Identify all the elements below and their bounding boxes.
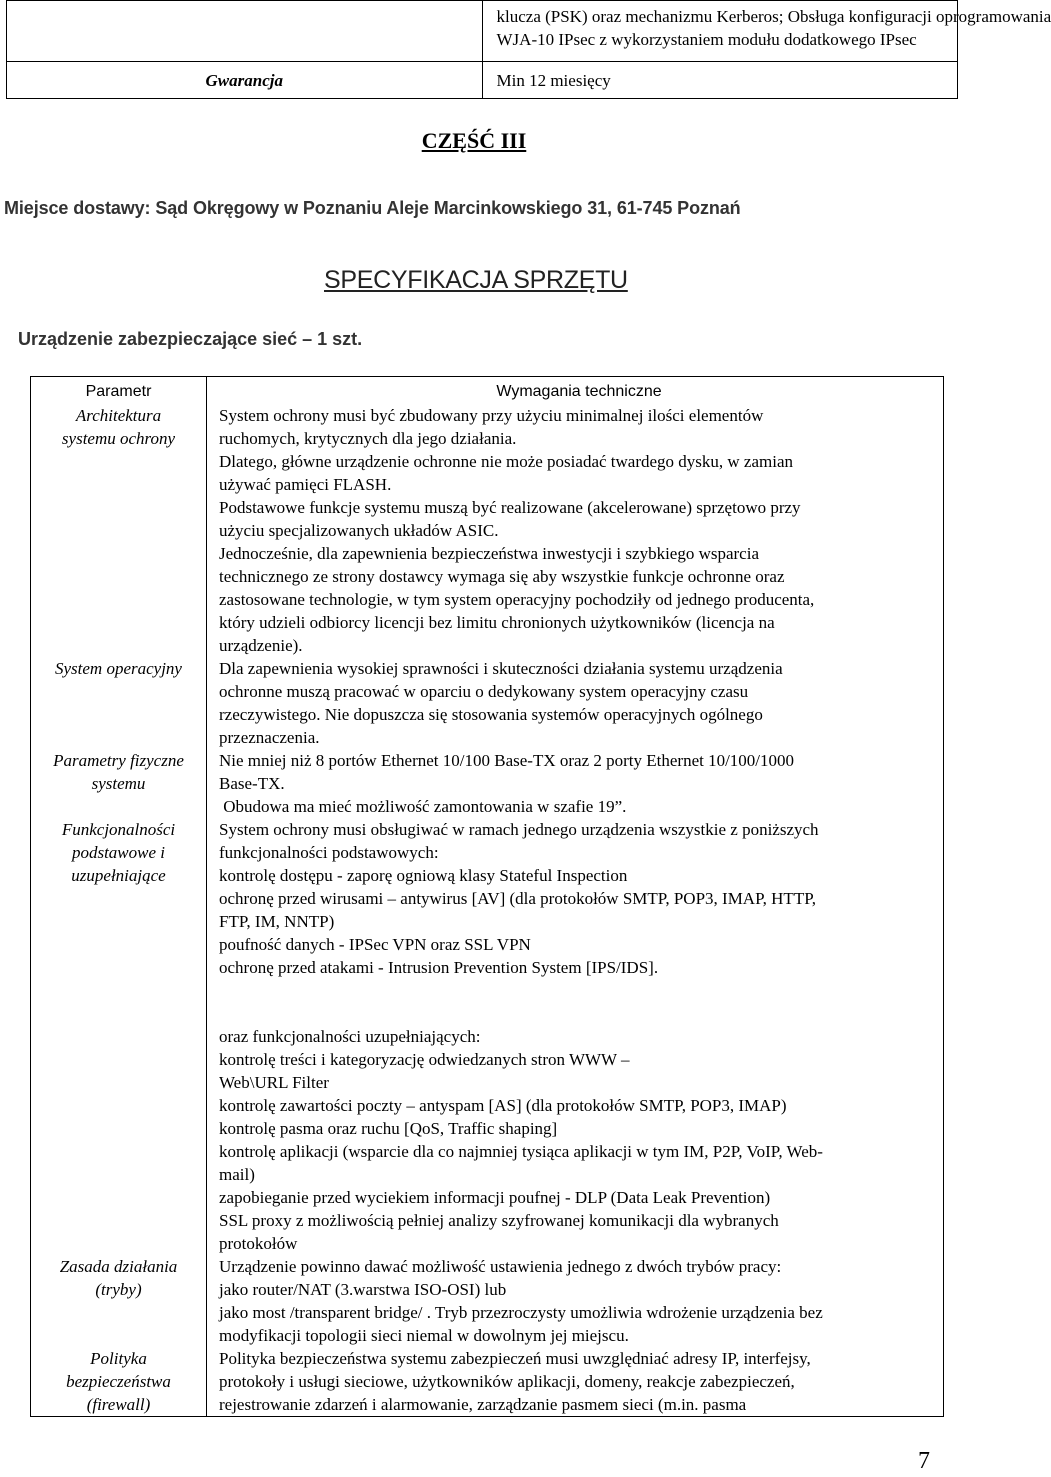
param-label: uzupełniające [71, 866, 166, 885]
text-line: kontrolę pasma oraz ruchu [QoS, Traffic shaping] [219, 1119, 558, 1138]
param-label: bezpieczeństwa [66, 1372, 171, 1391]
top-table-row1-text [482, 1, 1051, 62]
text-line: Polityka bezpieczeństwa systemu zabezpieczeń musi uwzględniać adresy IP, interfejsy, [219, 1349, 811, 1368]
text-line: kontrolę treści i kategoryzację odwiedzanych stron WWW – [219, 1050, 630, 1069]
text-line: użyciu specjalizowanych układów ASIC. [219, 521, 499, 540]
section-title: CZĘŚĆ III [421, 128, 527, 153]
text-line: FTP, IM, NNTP) [219, 912, 335, 931]
warranty-value: Min 12 miesięcy [482, 62, 958, 99]
text-line: zastosowane technologie, w tym system operacyjny pochodziły od jednego producenta, [219, 590, 815, 609]
text-line: Dla zapewnienia wysokiej sprawności i skuteczności działania systemu urządzenia [219, 659, 783, 678]
table-row [31, 1255, 944, 1347]
text-line: Podstawowe funkcje systemu muszą być realizowane (akcelerowane) sprzętowo przy [219, 498, 801, 517]
blank-line [219, 1002, 939, 1025]
text-line: WJA-10 IPsec z wykorzystaniem modułu dodatkowego IPsec [496, 30, 917, 49]
text-line: przeznaczenia. [219, 728, 320, 747]
param-cell [31, 749, 207, 818]
param-label: Funkcjonalności [61, 820, 176, 839]
requirement-cell [207, 749, 944, 818]
param-label: (firewall) [86, 1395, 151, 1414]
spec-table [30, 376, 944, 1417]
text-line: klucza (PSK) oraz mechanizmu Kerberos; Obsługa konfiguracji oprogramowania [496, 7, 1051, 26]
text-line: technicznego ze strony dostawcy wymaga się aby wszystkie funkcje ochronne oraz [219, 567, 785, 586]
table-row [31, 1347, 944, 1417]
text-line: mail) [219, 1165, 255, 1184]
requirement-cell [207, 404, 944, 657]
top-table-empty-cell [7, 1, 483, 62]
text-line: SSL proxy z możliwością pełniej analizy szyfrowanej komunikacji dla wybranych [219, 1211, 779, 1230]
param-label: podstawowe i [71, 843, 166, 862]
table-row [31, 749, 944, 818]
text-line: zapobieganie przed wyciekiem informacji poufnej - DLP (Data Leak Prevention) [219, 1188, 771, 1207]
device-line: Urządzenie zabezpieczające sieć – 1 szt. [18, 329, 363, 349]
text-line: ochronę przed atakami - Intrusion Prevention System [IPS/IDS]. [219, 958, 659, 977]
param-label: systemu ochrony [61, 429, 176, 448]
text-line: Dlatego, główne urządzenie ochronne nie może posiadać twardego dysku, w zamian [219, 452, 794, 471]
spec-table-header [31, 377, 944, 405]
top-table [6, 0, 1051, 99]
param-cell [31, 1347, 207, 1417]
requirement-cell [207, 657, 944, 749]
text-line: ochronę przed wirusami – antywirus [AV] (dla protokołów SMTP, POP3, IMAP, HTTP, [219, 889, 817, 908]
param-cell [31, 404, 207, 657]
text-line: ruchomych, krytycznych dla jego działania. [219, 429, 517, 448]
text-line: Base-TX. [219, 774, 285, 793]
param-cell [31, 657, 207, 749]
text-line: kontrolę aplikacji (wsparcie dla co najmniej tysiąca aplikacji w tym IM, P2P, VoIP, Web- [219, 1142, 823, 1161]
param-label: Parametry fizyczne [53, 751, 184, 770]
text-line: kontrolę dostępu - zaporę ogniową klasy Stateful Inspection [219, 866, 628, 885]
page-number: 7 [918, 1448, 930, 1474]
param-cell [31, 818, 207, 1255]
header-param: Parametr [31, 377, 207, 405]
text-line: Web\URL Filter [219, 1073, 329, 1092]
text-line: funkcjonalności podstawowych: [219, 843, 439, 862]
text-line: rzeczywistego. Nie dopuszcza się stosowania systemów operacyjnych ogólnego [219, 705, 763, 724]
text-line: protokoły i usługi sieciowe, użytkowników aplikacji, domeny, reakcje zabezpieczeń, [219, 1372, 795, 1391]
text-line: jako most /transparent bridge/ . Tryb przezroczysty umożliwia wdrożenie urządzenia bez [219, 1303, 823, 1322]
param-label: Architektura [75, 406, 162, 425]
text-line: protokołów [219, 1234, 298, 1253]
text-line: poufność danych - IPSec VPN oraz SSL VPN [219, 935, 531, 954]
text-line: ochronne muszą pracować w oparciu o dedykowany system operacyjny czasu [219, 682, 749, 701]
text-line: System ochrony musi obsługiwać w ramach jednego urządzenia wszystkie z poniższych [219, 820, 819, 839]
text-line: kontrolę zawartości poczty – antyspam [AS] (dla protokołów SMTP, POP3, IMAP) [219, 1096, 787, 1115]
text-line: oraz funkcjonalności uzupełniających: [219, 1027, 481, 1046]
spec-title: SPECYFIKACJA SPRZĘTU [324, 266, 628, 294]
param-label: (tryby) [95, 1280, 142, 1299]
param-label: Polityka [90, 1349, 147, 1368]
text-line: Obudowa ma mieć możliwość zamontowania w szafie 19”. [219, 797, 627, 816]
text-line: urządzenie). [219, 636, 303, 655]
param-label: System operacyjny [55, 659, 182, 678]
text-line: który udzieli odbiorcy licencji bez limitu chronionych użytkowników (licencja na [219, 613, 775, 632]
requirement-cell [207, 1255, 944, 1347]
text-line: Nie mniej niż 8 portów Ethernet 10/100 Base-TX oraz 2 porty Ethernet 10/100/1000 [219, 751, 795, 770]
table-row [31, 657, 944, 749]
text-line: Jednocześnie, dla zapewnienia bezpieczeństwa inwestycji i szybkiego wsparcia [219, 544, 759, 563]
requirement-cell [207, 1347, 944, 1417]
text-line: modyfikacji topologii sieci niemal w dowolnym jej miejscu. [219, 1326, 629, 1345]
param-label: Zasada działania [59, 1257, 178, 1276]
header-requirements: Wymagania techniczne [207, 377, 944, 405]
requirement-cell [207, 818, 944, 1255]
table-row [31, 818, 944, 1255]
blank-line [219, 979, 939, 1002]
delivery-place: Miejsce dostawy: Sąd Okręgowy w Poznaniu Aleje Marcinkowskiego 31, 61-745 Poznań [4, 198, 741, 218]
param-cell [31, 1255, 207, 1347]
text-line: jako router/NAT (3.warstwa ISO-OSI) lub [219, 1280, 507, 1299]
text-line: używać pamięci FLASH. [219, 475, 392, 494]
text-line: System ochrony musi być zbudowany przy użyciu minimalnej ilości elementów [219, 406, 764, 425]
table-row [31, 404, 944, 657]
text-line: Urządzenie powinno dawać możliwość ustawienia jednego z dwóch trybów pracy: [219, 1257, 782, 1276]
text-line: rejestrowanie zdarzeń i alarmowanie, zarządzanie pasmem sieci (m.in. pasma [219, 1395, 747, 1414]
param-label: systemu [91, 774, 146, 793]
warranty-label: Gwarancja [7, 62, 483, 99]
